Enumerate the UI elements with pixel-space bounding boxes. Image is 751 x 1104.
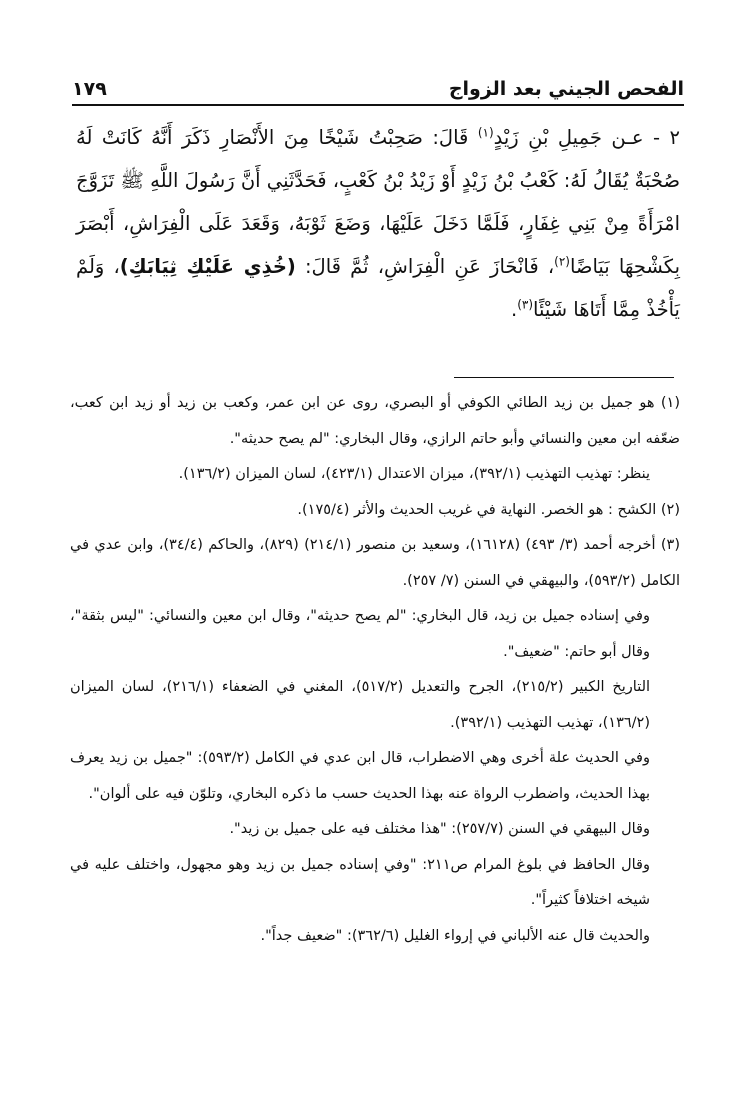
footnote-3: (٣) أخرجه أحمد (٣/ ٤٩٣) (١٦١٢٨)، وسعيد بن منصور (٢١٤/١) (٨٢٩)، والحاكم (٣٤/٤)، وابن عدي في الكامل (٥٩٣/٢)، والبيهقي في السنن (٧/ ٢٥٧). (70, 537, 680, 589)
footnote-2: (٢) الكشح : هو الخصر. النهاية في غريب الحديث والأثر (١٧٥/٤). (297, 501, 680, 518)
footnote-3-isnad: وفي إسناده جميل بن زيد، قال البخاري: "لم يصح حديثه"، وقال ابن معين والنسائي: "ليس بثقة"، وقال أبو حاتم: "ضعيف". (70, 608, 650, 660)
footnotes-section (70, 386, 680, 954)
footnote-3-sources: التاريخ الكبير (٢١٥/٢)، الجرح والتعديل (٥١٧/٢)، المغني في الضعفاء (٢١٦/١)، لسان الميزان (١٣٦/٢)، تهذيب التهذيب (٣٩٢/١). (70, 679, 651, 731)
footnote-3-illah: وفي الحديث علة أخرى وهي الاضطراب، قال ابن عدي في الكامل (٥٩٣/٢): "جميل بن زيد يعرف بهذا الحديث، واضطرب الرواة عنه بهذا الحديث حسب ما ذكره البخاري، وتلوّن فيه على ألوان". (70, 750, 650, 802)
header-rule (72, 104, 684, 106)
hadith-number: ٢ - (643, 126, 680, 149)
footnote-1-refs: ينظر: تهذيب التهذيب (٣٩٢/١)، ميزان الاعتدال (٤٢٣/١)، لسان الميزان (١٣٦/٢). (178, 466, 650, 482)
footnote-3-hafiz: وقال الحافظ في بلوغ المرام ص٢١١: "وفي إسناده جميل بن زيد وهو مجهول، واختلف عليه في شيخه اختلافاً كثيراً". (70, 856, 650, 908)
page-number: ١٧٩ (72, 78, 107, 100)
running-header (72, 70, 684, 104)
prophetic-quote: (خُذِي عَلَيْكِ ثِيَابَكِ) (119, 255, 296, 278)
hadith-text-end: . (510, 298, 518, 321)
hadith-text-a: عـن جَمِيلِ بْنِ زَيْدٍ (493, 126, 644, 149)
running-title: الفحص الجيني بعد الزواج (448, 78, 684, 100)
hadith-text-d: ، وَلَمْ يَأْخُذْ مِمَّا أَتَاهَا شَيْئًا (76, 255, 680, 321)
footnote-3-bayhaqi: وقال البيهقي في السنن (٢٥٧/٧): "هذا مختلف فيه على جميل بن زيد". (229, 821, 650, 837)
footnote-ref-3: (٣) (517, 297, 534, 312)
footnote-3-albani: والحديث قال عنه الألباني في إرواء الغليل (٣٦٢/٦): "ضعيف جداً". (260, 927, 650, 944)
hadith-paragraph (76, 116, 680, 331)
hadith-text-b: قَالَ: صَحِبْتُ شَيْخًا مِنَ الأَنْصَارِ ذَكَرَ أَنَّهُ كَانَتْ لَهُ صُحْبَةٌ يُقَالُ لَهُ: كَعْبُ بْنُ زَيْدٍ أَوْ زَيْدُ بْنُ كَعْبٍ، فَحَدَّثَنِي أَنَّ رَسُولَ اللَّهِ ﷺ تَزَوَّجَ امْرَأَةً مِنْ بَنِي غِفَارٍ، فَلَمَّا دَخَلَ عَلَيْهَا، وَضَعَ ثَوْبَهُ، وَقَعَدَ عَلَى الْفِرَاشِ، أَبْصَرَ بِكَشْحِهَا بَيَاضًا (76, 126, 680, 278)
hadith-text-c: ، فَانْحَازَ عَنِ الْفِرَاشِ، ثُمَّ قَالَ: (295, 255, 555, 278)
footnote-1: (١) هو جميل بن زيد الطائي الكوفي أو البصري، روى عن ابن عمر، وكعب بن زيد أو زيد ابن كعب، ضعّفه ابن معين والنسائي وأبو حاتم الرازي، وقال البخاري: "لم يصح حديثه". (70, 395, 680, 447)
footnote-ref-1: (١) (477, 125, 494, 140)
footnote-ref-2: (٢) (554, 254, 570, 269)
footnote-separator (454, 377, 674, 378)
